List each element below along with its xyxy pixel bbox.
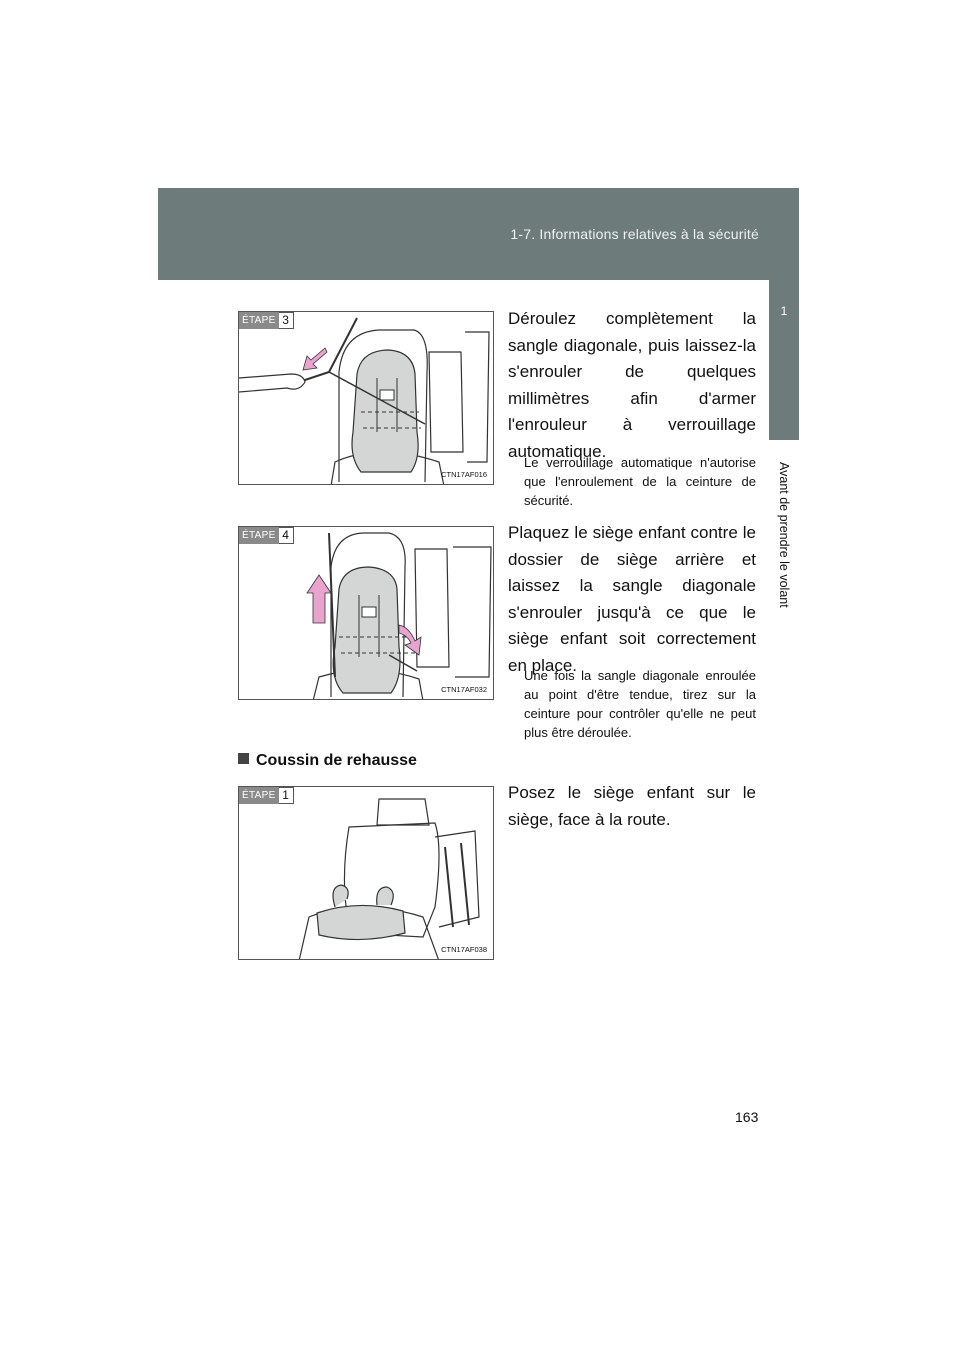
step-badge <box>239 312 294 329</box>
child-seat-illustration <box>239 527 494 700</box>
section-title: 1-7. Informations relatives à la sécurité <box>510 226 759 242</box>
step-3-text: Déroulez complètement la sangle diagonale, puis laissez-la s'enrouler de quelques millimètres afin d'armer l'enrouleur à verrouillage automatique. <box>508 309 756 461</box>
step-word: ÉTAPE <box>239 527 279 544</box>
step-badge <box>239 527 294 544</box>
section-heading <box>238 752 417 770</box>
figure-step-4 <box>238 526 494 700</box>
step-word: ÉTAPE <box>239 787 279 804</box>
figure-booster-step-1 <box>238 786 494 960</box>
chapter-label-text: Avant de prendre le volant <box>777 462 791 608</box>
step-3-note: Le verrouillage automatique n'autorise que l'enroulement de la ceinture de sécurité. <box>524 455 756 508</box>
step-4-text: Plaquez le siège enfant contre le dossier de siège arrière et laissez la sangle diagonale s'enrouler jusqu'à ce que le siège enfant soit correctement en place. <box>508 523 756 675</box>
chapter-tab <box>769 278 799 440</box>
booster-seat-illustration <box>239 787 494 960</box>
step-number: 1 <box>279 787 294 804</box>
square-bullet-icon <box>238 753 249 764</box>
figure-code: CTN17AF016 <box>441 470 487 479</box>
figure-step-3 <box>238 311 494 485</box>
header-band <box>158 188 799 280</box>
step-4-note: Une fois la sangle diagonale enroulée au point d'être tendue, tirez sur la ceinture pour contrôler qu'elle ne peut plus être déroulée. <box>524 668 756 740</box>
page-number: 163 <box>735 1109 759 1125</box>
figure-code: CTN17AF038 <box>441 945 487 954</box>
section-heading-text: Coussin de rehausse <box>256 752 417 769</box>
figure-code: CTN17AF032 <box>441 685 487 694</box>
step-number: 4 <box>279 527 294 544</box>
step-word: ÉTAPE <box>239 312 279 329</box>
step-number: 3 <box>279 312 294 329</box>
chapter-label <box>769 450 799 620</box>
chapter-number: 1 <box>780 304 788 318</box>
step-badge <box>239 787 294 804</box>
child-seat-illustration <box>239 312 494 485</box>
booster-step-1-text: Posez le siège enfant sur le siège, face à la route. <box>508 783 756 829</box>
